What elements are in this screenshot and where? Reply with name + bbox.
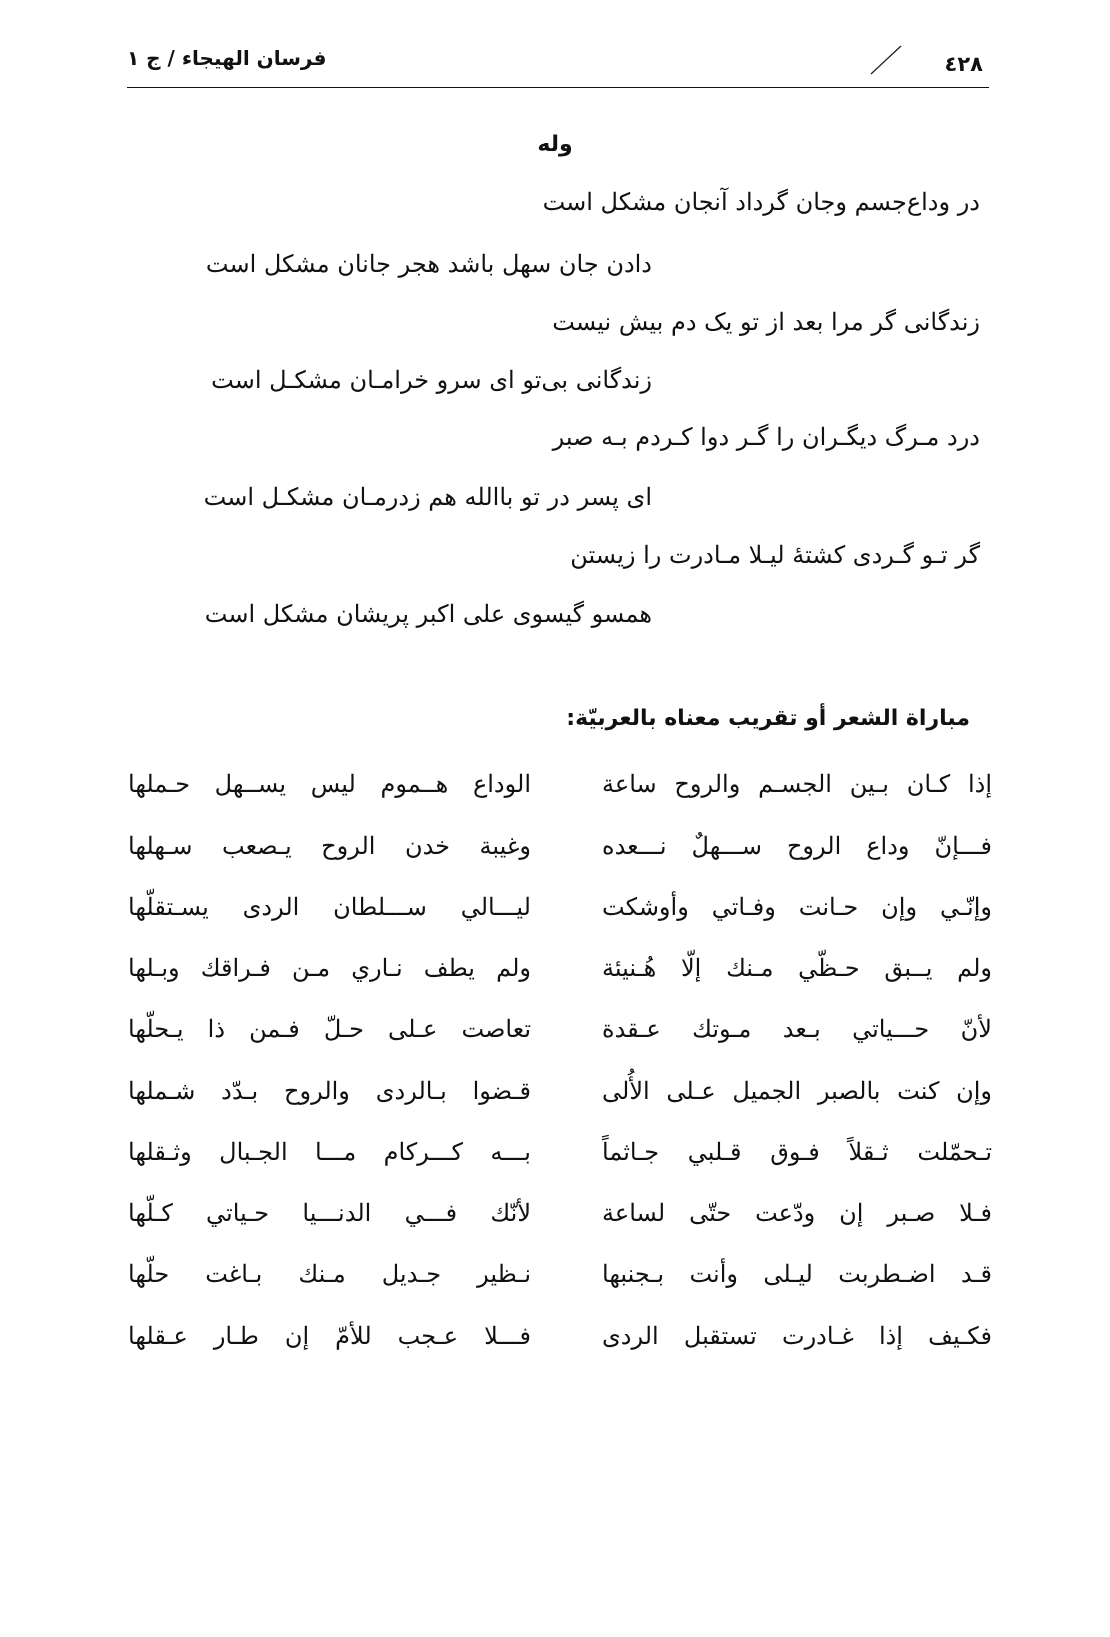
persian-hemistich: دادن جان سهل باشد هجر جانان مشکل است: [205, 250, 652, 278]
second-hemistich: لأنّك فـــي الدنـــيا حـياتي كـلّها: [128, 1199, 531, 1227]
couplet: [0, 954, 1110, 994]
couplet: [0, 1077, 1110, 1117]
couplet: [0, 1260, 1110, 1300]
persian-hemistich: همسو گیسوی علی اکبر پریشان مشکل است: [204, 600, 652, 628]
second-hemistich: قـضوا بـالردى والروح بـدّد شـملها: [128, 1077, 531, 1105]
persian-hemistich: ای پسر در تو باالله هم زدرمـان مشکـل است: [203, 483, 652, 511]
persian-hemistich: درد مـرگ دیگـران را گـر دوا کـردم بـه صبر: [552, 423, 980, 451]
second-hemistich: ولم يطف نـاري مـن فـراقك وبـلها: [128, 954, 531, 982]
book-title: فرسان الهيجاء / ج ١: [127, 46, 327, 70]
second-hemistich: ليـــالي ســـلطان الردى يسـتقلّها: [128, 893, 531, 921]
first-hemistich: فـــإنّ وداع الروح ســـهلٌ نـــعده: [602, 832, 992, 860]
first-hemistich: إذا كـان بـين الجسـم والروح ساعة: [602, 770, 992, 798]
first-hemistich: فـلا صـبر إن ودّعت حتّى لساعة: [602, 1199, 992, 1227]
running-header: [127, 40, 989, 90]
couplet: [0, 770, 1110, 810]
couplet: [0, 1015, 1110, 1055]
couplet: [0, 832, 1110, 872]
persian-hemistich: گر تـو گـردی کشتهٔ لیـلا مـادرت را زیستن: [570, 541, 980, 569]
slash-mark-icon: [867, 40, 907, 90]
first-hemistich: وإنّـي وإن حـانت وفـاتي وأوشكت: [602, 893, 992, 921]
arabic-heading: مباراة الشعر أو تقريب معناه بالعربيّة:: [566, 706, 970, 731]
persian-hemistich: زندگانی بی‌تو ای سرو خرامـان مشکـل است: [211, 366, 652, 394]
couplet: [0, 1138, 1110, 1178]
couplet: [0, 893, 1110, 933]
persian-hemistich: زندگانی گر مرا بعد از تو یک دم بیش نیست: [552, 308, 980, 336]
second-hemistich: تعاصت عـلى حـلّ فـمن ذا يـحلّها: [128, 1015, 531, 1043]
second-hemistich: نـظير جـديل مـنك بـاغت حلّها: [128, 1260, 531, 1288]
first-hemistich: لأنّ حـــياتي بـعد مـوتك عـقدة: [602, 1015, 992, 1043]
header-rule: [127, 87, 989, 88]
first-hemistich: قـد اضـطربت ليـلى وأنت بـجنبها: [602, 1260, 992, 1288]
second-hemistich: فـــلا عـجب للأمّ إن طـار عـقلها: [128, 1322, 531, 1350]
persian-hemistich: در وداع‌جسم وجان گرداد آنجان مشکل است: [542, 188, 980, 216]
section-title: وله: [537, 132, 573, 157]
first-hemistich: فكـيف إذا غـادرت تستقبل الردى: [602, 1322, 992, 1350]
second-hemistich: وغيبة خدن الروح يـصعب سـهلها: [128, 832, 531, 860]
second-hemistich: بـــه كـــركام مـــا الجـبال وثـقلها: [128, 1138, 531, 1166]
first-hemistich: ولم يــبق حـظّي مـنك إلّا هُـنيئة: [602, 954, 992, 982]
second-hemistich: الوداع هــموم ليس يســهل حـملها: [128, 770, 531, 798]
couplet: [0, 1322, 1110, 1362]
page-number: ٤٢٨: [944, 52, 983, 76]
first-hemistich: وإن كنت بالصبر الجميل عـلى الأُلى: [602, 1077, 992, 1105]
first-hemistich: تـحمّلت ثـقلاً فـوق قـلبي جـاثماً: [602, 1138, 992, 1166]
couplet: [0, 1199, 1110, 1239]
